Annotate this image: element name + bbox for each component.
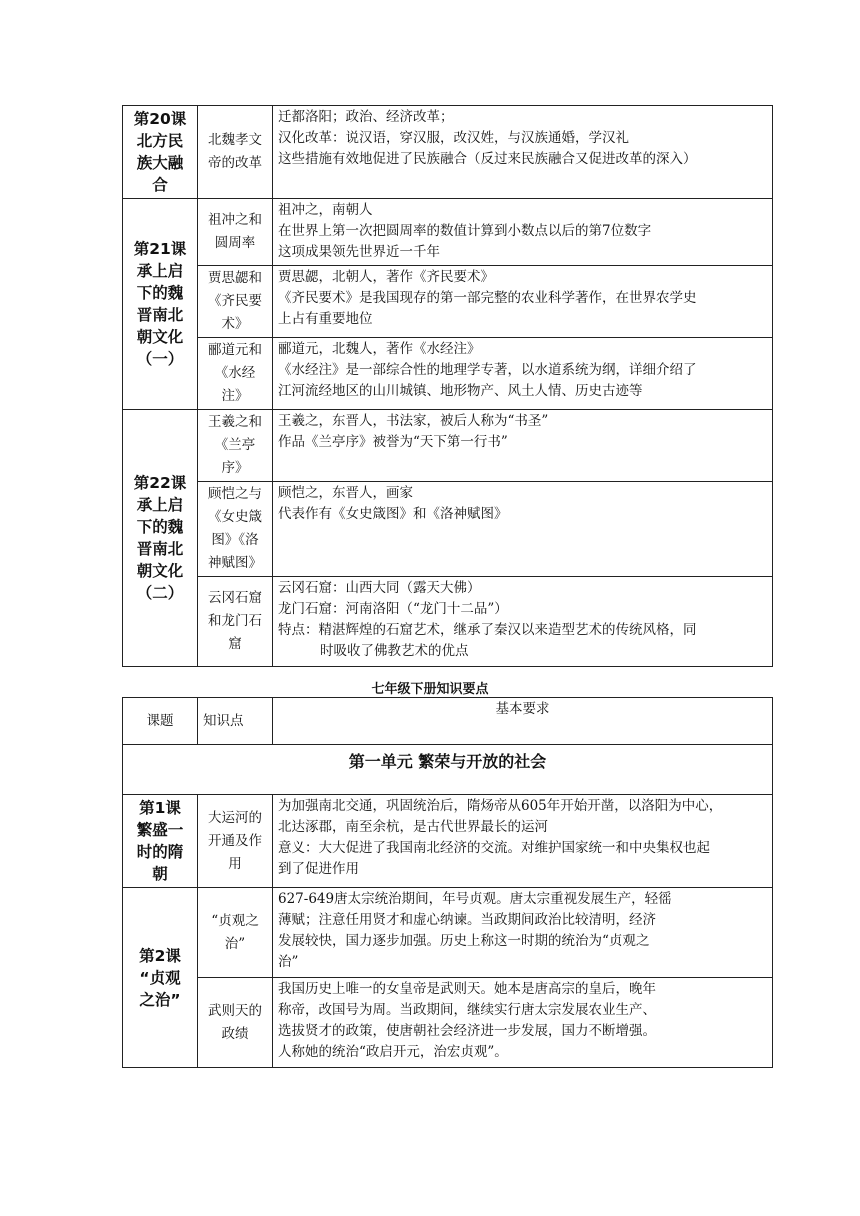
requirement-content: [273, 577, 773, 667]
requirement-line: 治”: [278, 954, 299, 970]
lesson-title-line: 晋南北: [136, 540, 184, 558]
requirement-line: 迁都洛阳；政治、经济改革；: [278, 109, 454, 125]
lesson-title-line: 之治”: [139, 990, 181, 1009]
header-lesson: 课题: [123, 698, 198, 745]
requirement-line: 到了促进作用: [278, 861, 359, 877]
knowledge-point-line: 祖冲之和: [208, 212, 262, 228]
knowledge-point-line: 开通及作: [208, 832, 262, 849]
knowledge-point-line: 治”: [224, 935, 246, 952]
knowledge-point-line: 郦道元和: [208, 342, 262, 358]
knowledge-point-line: 《兰亭: [214, 437, 256, 453]
lesson-title-line: 晋南北: [136, 306, 184, 324]
knowledge-point-line: 《水经: [214, 365, 256, 381]
requirement-content: [273, 338, 773, 410]
unit-row: [123, 745, 773, 795]
knowledge-point-line: 和龙门石: [208, 613, 262, 629]
knowledge-table-2: [122, 697, 773, 1068]
knowledge-point: [198, 888, 273, 978]
requirement-line: 《水经注》是一部综合性的地理学专著，以水道系统为纲，详细介绍了: [278, 362, 697, 378]
requirement-content: [273, 482, 773, 577]
lesson-title-line: 朝: [152, 865, 168, 883]
requirement-line: 王羲之，东晋人，书法家，被后人称为“书圣”: [278, 413, 549, 429]
knowledge-point-line: 大运河的: [208, 809, 262, 826]
knowledge-point: [198, 577, 273, 667]
header-requirements: 基本要求: [273, 698, 773, 745]
lesson-title: [123, 106, 198, 199]
requirement-line: 在世界上第一次把圆周率的数值计算到小数点以后的第7位数字: [278, 223, 652, 239]
knowledge-point-line: 帝的改革: [208, 155, 262, 171]
lesson-title-line: 朝文化: [136, 328, 184, 346]
requirement-content: [273, 410, 773, 482]
knowledge-point: [198, 266, 273, 338]
requirement-line: 汉化改革：说汉语，穿汉服，改汉姓，与汉族通婚，学汉礼: [278, 130, 629, 146]
requirement-content: [273, 795, 773, 888]
knowledge-point-line: 圆周率: [214, 235, 256, 251]
requirement-line: 人称她的统治“政启开元，治宏贞观”。: [278, 1044, 508, 1060]
knowledge-point-line: 图》《洛: [211, 532, 259, 548]
knowledge-point-line: 序》: [221, 460, 249, 476]
lesson-title-line: 族大融: [136, 154, 184, 172]
lesson-title-line: 下的魏: [136, 284, 184, 302]
knowledge-point-line: 政绩: [221, 1025, 249, 1042]
requirement-line: 郦道元，北魏人，著作《水经注》: [278, 341, 481, 357]
requirement-line: 我国历史上唯一的女皇帝是武则天。她本是唐高宗的皇后，晚年: [278, 981, 656, 997]
knowledge-point: [198, 482, 273, 577]
lesson-title: [123, 410, 198, 667]
knowledge-point-line: 术》: [221, 316, 249, 332]
lesson-title-line: 第1课: [139, 799, 181, 817]
knowledge-point: [198, 106, 273, 199]
requirement-line: 称帝，改国号为周。当政期间，继续实行唐太宗发展农业生产、: [278, 1002, 656, 1018]
lesson-title-line: 承上启: [136, 262, 184, 280]
table-row: [123, 577, 773, 667]
knowledge-point-line: 《齐民要: [208, 293, 262, 309]
requirement-line: 代表作有《女史箴图》和《洛神赋图》: [278, 506, 508, 522]
requirement-line: 为加强南北交通，巩固统治后，隋炀帝从605年开始开凿，以洛阳为中心，: [278, 798, 723, 814]
knowledge-point-line: 《女史箴: [208, 509, 262, 525]
section-subtitle: 七年级下册知识要点: [371, 682, 489, 697]
knowledge-point-line: 云冈石窟: [208, 590, 262, 606]
knowledge-point-line: 注》: [221, 388, 249, 404]
lesson-title-line: “贞观: [139, 968, 181, 987]
lesson-title-line: 时的隋: [136, 843, 184, 861]
knowledge-point: [198, 410, 273, 482]
requirement-content: [273, 199, 773, 266]
lesson-title-line: 合: [152, 176, 168, 194]
requirement-content: [273, 978, 773, 1068]
table-header-row: [123, 698, 773, 745]
requirement-line: 贾思勰，北朝人，著作《齐民要术》: [278, 269, 494, 285]
lesson-title-line: 北方民: [136, 132, 184, 150]
requirement-content: [273, 106, 773, 199]
table-row: [123, 199, 773, 266]
lesson-title-line: 繁盛一: [136, 821, 184, 839]
requirement-line: 云冈石窟：山西大同（露天大佛）: [278, 580, 481, 596]
requirement-line: 特点：精湛辉煌的石窟艺术，继承了秦汉以来造型艺术的传统风格，同: [278, 622, 697, 638]
knowledge-point-line: 贾思勰和: [208, 270, 262, 286]
lesson-title-line: 第2课: [139, 946, 181, 965]
lesson-title-line: 第21课: [133, 240, 187, 258]
knowledge-point-line: 窟: [228, 636, 242, 652]
requirement-line: 江河流经地区的山川城镇、地形物产、风土人情、历史古迹等: [278, 383, 643, 399]
knowledge-point-line: 神赋图》: [208, 555, 262, 571]
table-row: [123, 978, 773, 1068]
lesson-title-line: 第20课: [133, 110, 187, 128]
knowledge-point-line: 王羲之和: [208, 414, 262, 430]
lesson-title: [123, 888, 198, 1068]
requirement-content: [273, 888, 773, 978]
requirement-line: 选拔贤才的政策，使唐朝社会经济进一步发展，国力不断增强。: [278, 1023, 656, 1039]
requirement-line: 《齐民要术》是我国现存的第一部完整的农业科学著作，在世界农学史: [278, 290, 697, 306]
requirement-line: 北达涿郡，南至余杭，是古代世界最长的运河: [278, 819, 548, 835]
requirement-line: 这些措施有效地促进了民族融合（反过来民族融合又促进改革的深入）: [278, 151, 697, 167]
requirement-line: 时吸收了佛教艺术的优点: [320, 643, 469, 659]
table-row: [123, 888, 773, 978]
lesson-title-line: 第22课: [133, 474, 187, 492]
requirement-line: 意义：大大促进了我国南北经济的交流。对维护国家统一和中央集权也起: [278, 840, 710, 856]
table-row: [123, 106, 773, 199]
knowledge-point-line: 武则天的: [208, 1002, 262, 1019]
knowledge-point: [198, 199, 273, 266]
lesson-title-line: 下的魏: [136, 518, 184, 536]
requirement-line: 祖冲之，南朝人: [278, 202, 373, 218]
lesson-title-line: 朝文化: [136, 562, 184, 580]
knowledge-point: [198, 795, 273, 888]
table-row: [123, 482, 773, 577]
requirement-line: 薄赋；注意任用贤才和虚心纳谏。当政期间政治比较清明，经济: [278, 912, 656, 928]
requirement-line: 顾恺之，东晋人，画家: [278, 485, 413, 501]
requirement-line: 发展较快，国力逐步加强。历史上称这一时期的统治为“贞观之: [278, 933, 650, 949]
knowledge-point-line: 北魏孝文: [208, 132, 262, 148]
knowledge-point-line: 顾恺之与: [208, 486, 262, 502]
knowledge-point: [198, 338, 273, 410]
requirement-line: 龙门石窟：河南洛阳（“龙门十二品”）: [278, 601, 508, 617]
lesson-title: [123, 199, 198, 410]
header-point: 知识点: [198, 698, 273, 745]
lesson-title: [123, 795, 198, 888]
knowledge-point-line: 用: [228, 855, 242, 872]
knowledge-point-line: “贞观之: [211, 912, 259, 929]
table-row: [123, 410, 773, 482]
knowledge-point: [198, 978, 273, 1068]
knowledge-table-1: [122, 105, 773, 667]
table-row: [123, 266, 773, 338]
lesson-title-line: （一）: [136, 350, 184, 368]
lesson-title-line: （二）: [136, 584, 184, 602]
requirement-line: 627-649唐太宗统治期间，年号贞观。唐太宗重视发展生产，轻徭: [278, 891, 672, 907]
requirement-line: 上占有重要地位: [278, 311, 373, 327]
table-row: [123, 338, 773, 410]
lesson-title-line: 承上启: [136, 496, 184, 514]
requirement-line: 作品《兰亭序》被誉为“天下第一行书”: [278, 434, 508, 450]
unit-title: 第一单元 繁荣与开放的社会: [123, 745, 773, 795]
requirement-line: 这项成果领先世界近一千年: [278, 244, 440, 260]
requirement-content: [273, 266, 773, 338]
table-row: [123, 795, 773, 888]
